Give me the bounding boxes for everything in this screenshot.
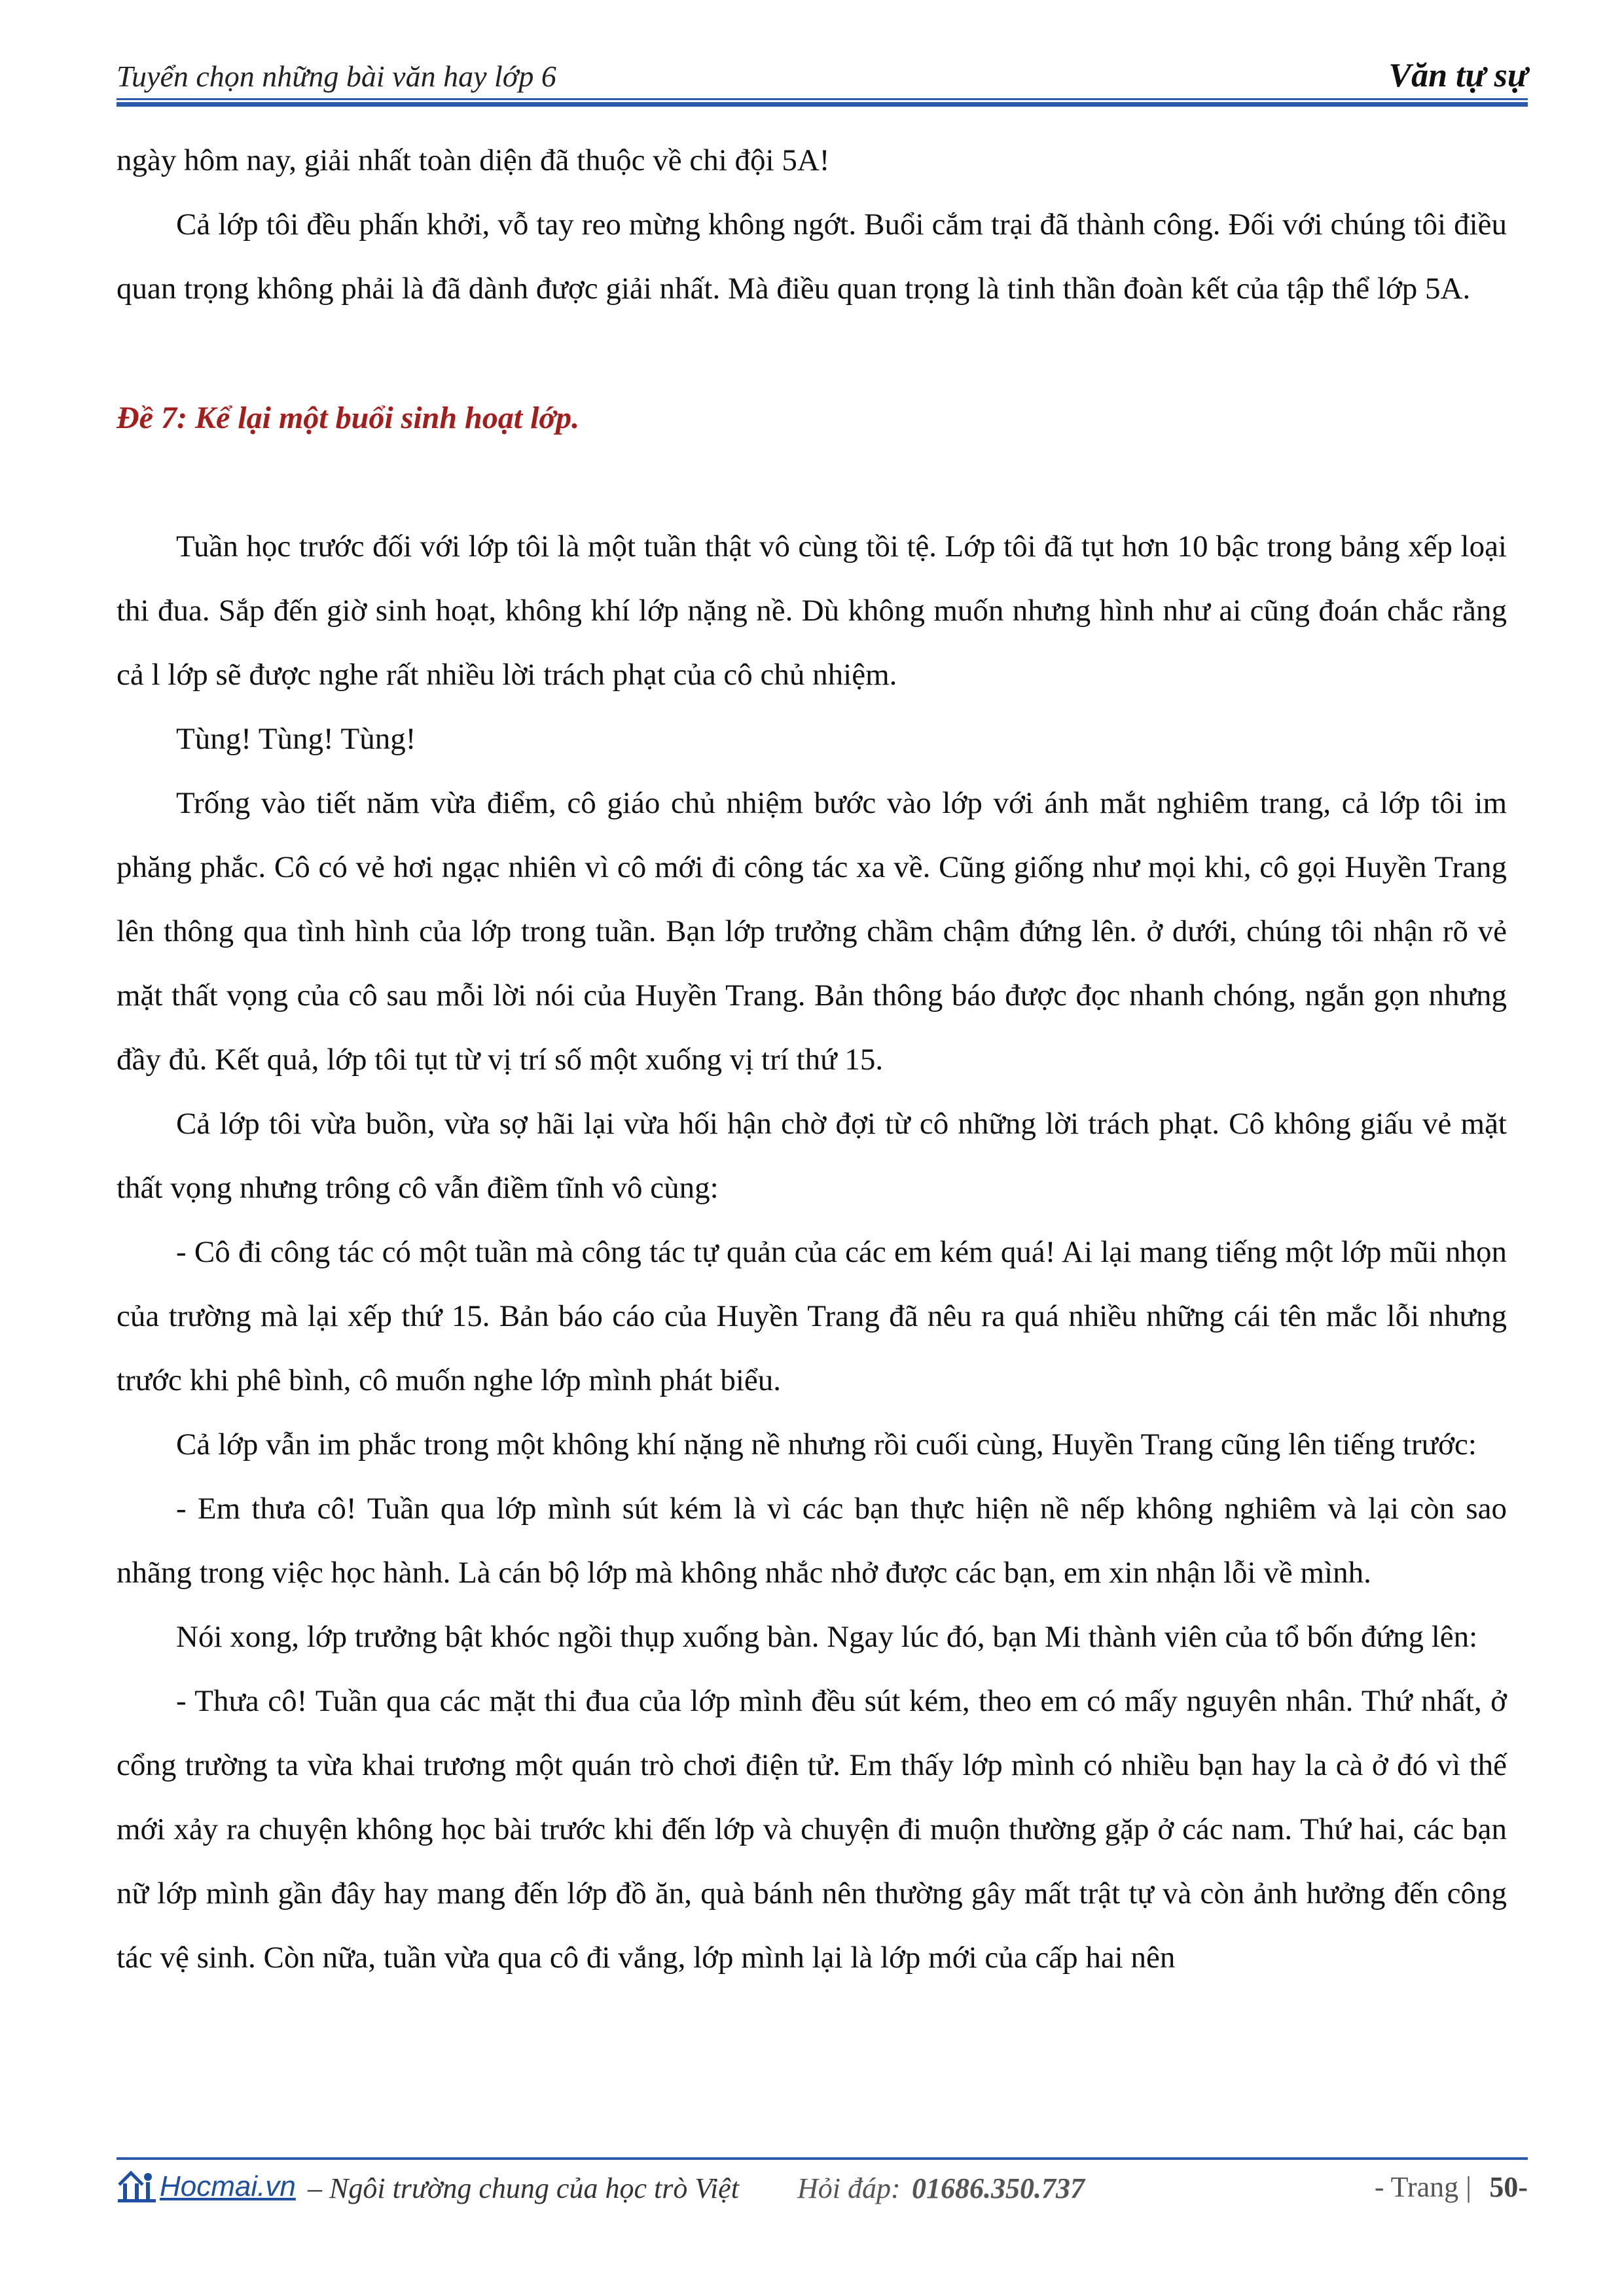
hotline-label: Hỏi đáp: [797, 2172, 901, 2204]
header-rule-thick [117, 102, 1528, 107]
site-link[interactable]: Hocmai.vn [160, 2170, 296, 2202]
document-body [117, 128, 1507, 1990]
paragraph: Cả lớp tôi đều phấn khởi, vỗ tay reo mừng không ngớt. Buổi cắm trại đã thành công. Đối với chúng tôi điều quan trọng không phải là đã dành được giải nhất. Mà điều quan trọng là tinh thần đoàn kết của tập thể lớp 5A. [117, 207, 1507, 306]
paragraph: Trống vào tiết năm vừa điểm, cô giáo chủ nhiệm bước vào lớp với ánh mắt nghiêm trang, cả lớp tôi im phăng phắc. Cô có vẻ hơi ngạc nhiên vì cô mới đi công tác xa về. Cũng giống như mọi khi, cô gọi Huyền Trang lên thông qua tình hình của lớp trong tuần. Bạn lớp trưởng chầm chậm đứng lên. ở dưới, chúng tôi nhận rõ vẻ mặt thất vọng của cô sau mỗi lời nói của Huyền Trang. Bản thông báo được đọc nhanh chóng, ngắn gọn nhưng đầy đủ. Kết quả, lớp tôi tụt từ vị trí số một xuống vị trí thứ 15. [117, 786, 1507, 1077]
page-label: - Trang | [1374, 2171, 1471, 2203]
book-title: Tuyển chọn những bài văn hay lớp 6 [117, 60, 556, 93]
paragraph: Cả lớp vẫn im phắc trong một không khí nặng nề nhưng rồi cuối cùng, Huyền Trang cũng lên tiếng trước: [176, 1427, 1477, 1462]
hotline-number: 01686.350.737 [912, 2172, 1085, 2204]
hocmai-logo-icon [117, 2168, 164, 2207]
section-title: Văn tự sự [1388, 57, 1528, 94]
page-number: 50- [1489, 2171, 1528, 2203]
paragraph: Tuần học trước đối với lớp tôi là một tuần thật vô cùng tồi tệ. Lớp tôi đã tụt hơn 10 bậc trong bảng xếp loại thi đua. Sắp đến giờ sinh hoạt, không khí lớp nặng nề. Dù không muốn nhưng hình như ai cũng đoán chắc rằng cả l lớp sẽ được nghe rất nhiều lời trách phạt của cô chủ nhiệm. [117, 529, 1507, 692]
paragraph: - Cô đi công tác có một tuần mà công tác tự quản của các em kém quá! Ai lại mang tiếng một lớp mũi nhọn của trường mà lại xếp thứ 15. Bản báo cáo của Huyền Trang đã nêu ra quá nhiều những cái tên mắc lỗi nhưng trước khi phê bình, cô muốn nghe lớp mình phát biểu. [117, 1235, 1507, 1397]
page-footer [117, 2164, 1528, 2223]
paragraph: - Em thưa cô! Tuần qua lớp mình sút kém là vì các bạn thực hiện nề nếp không nghiêm và lại còn sao nhãng trong việc học hành. Là cán bộ lớp mà không nhắc nhở được các bạn, em xin nhận lỗi về mình. [117, 1492, 1507, 1590]
paragraph: ngày hôm nay, giải nhất toàn diện đã thuộc về chi đội 5A! [117, 143, 830, 177]
paragraph: Cả lớp tôi vừa buồn, vừa sợ hãi lại vừa hối hận chờ đợi từ cô những lời trách phạt. Cô không giấu vẻ mặt thất vọng nhưng trông cô vẫn điềm tĩnh vô cùng: [117, 1107, 1507, 1205]
header-rule-thin [117, 98, 1528, 100]
essay-heading: Đề 7: Kể lại một buổi sinh hoạt lớp. [117, 401, 580, 435]
footer-rule [117, 2157, 1528, 2160]
page-header [117, 47, 1528, 99]
footer-slogan: – Ngôi trường chung của học trò Việt [308, 2172, 739, 2204]
paragraph: Tùng! Tùng! Tùng! [176, 722, 416, 756]
paragraph: Nói xong, lớp trưởng bật khóc ngồi thụp xuống bàn. Ngay lúc đó, bạn Mi thành viên của tổ bốn đứng lên: [176, 1620, 1478, 1654]
paragraph: - Thưa cô! Tuần qua các mặt thi đua của lớp mình đều sút kém, theo em có mấy nguyên nhân. Thứ nhất, ở cổng trường ta vừa khai trương một quán trò chơi điện tử. Em thấy lớp mình có nhiều bạn hay la cà ở đó vì thế mới xảy ra chuyện không học bài trước khi đến lớp và chuyện đi muộn thường gặp ở các nam. Thứ hai, các bạn nữ lớp mình gần đây hay mang đến lớp đồ ăn, quà bánh nên thường gây mất trật tự và còn ảnh hưởng đến công tác vệ sinh. Còn nữa, tuần vừa qua cô đi vắng, lớp mình lại là lớp mới của cấp hai nên [117, 1684, 1507, 1975]
